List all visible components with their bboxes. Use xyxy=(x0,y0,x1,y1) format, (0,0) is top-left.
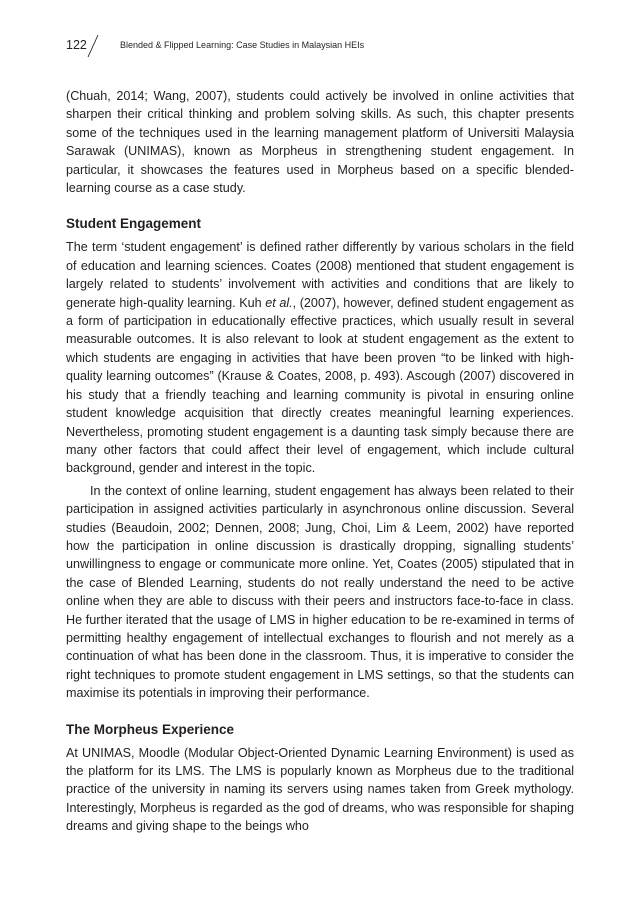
paragraph-text: , (2007), however, defined student engagement as a form of participation in educationally effective practices, which usually result in several measurable outcomes. It is also relevant to look at student engagement as the extent to which students are engaging in activities that have been proven “to be linked with high-quality learning outcomes” (Krause & Coates, 2008, p. 493). Ascough (2007) discovered in his study that a friendly teaching and learning community is pivotal in ensuring online student knowledge acquisition that directly creates meaningful learning experiences. Nevertheless, promoting student engagement is a daunting task simply because there are many other factors that could affect their level of engagement, which include cultural background, gender and interest in the topic. xyxy=(66,295,574,476)
running-head: Blended & Flipped Learning: Case Studies in Malaysian HEIs xyxy=(120,40,365,50)
italic-et-al: et al. xyxy=(265,295,293,310)
paragraph-online-learning: In the context of online learning, student engagement has always been related to their participation in assigned activities particularly in asynchronous online discussion. Several studies (Beaudoin, 2002; Dennen, 2008; Jung, Choi, Lim & Leem, 2002) have reported how the participation in online discussion is drastically dropping, signalling students’ unwillingness to engage or communicate more online. Yet, Coates (2005) stipulated that in the case of Blended Learning, students do not really understand the need to be active online when they are able to discuss with their peers and instructors face-to-face in class. He further iterated that the usage of LMS in higher education to be re-examined in terms of permitting healthy engagement of intellectual exchanges to flourish and not merely as a continuation of what has been done in the classroom. Thus, it is imperative to consider the right techniques to promote student engagement in LMS settings, so that the students can maximise its potentials in improving their performance. xyxy=(66,483,574,701)
paragraph-morpheus: At UNIMAS, Moodle (Modular Object-Oriented Dynamic Learning Environment) is used as the platform for its LMS. The LMS is popularly known as Morpheus due to the traditional practice of the university in naming its servers using names taken from Greek mythology. Interestingly, Morpheus is regarded as the god of dreams, who was responsible for shaping dreams and giving shape to the beings who xyxy=(66,745,574,834)
body-text xyxy=(66,87,574,836)
heading-student-engagement: Student Engagement xyxy=(66,216,202,232)
page-number: 122 xyxy=(66,38,87,52)
page-header xyxy=(66,34,576,64)
paragraph-intro: (Chuah, 2014; Wang, 2007), students could actively be involved in online activities that sharpen their critical thinking and problem solving skills. As such, this chapter presents some of the techniques used in the learning management platform of Universiti Malaysia Sarawak (UNIMAS), known as Morpheus in strengthening student engagement. In particular, it showcases the features used in Morpheus based on a specific blended-learning course as a case study. xyxy=(66,89,574,196)
paragraph-engagement-definition xyxy=(66,238,574,477)
header-divider-slash xyxy=(86,34,100,58)
paragraph-text: The term ‘student engagement’ is defined rather differently by various scholars in the field of education and learning sciences. Coates (2008) mentioned that student engagement is largely related to students’ involvement with activities and conditions that are likely to generate high-quality learning. Kuh xyxy=(66,240,574,310)
heading-morpheus-experience: The Morpheus Experience xyxy=(66,721,235,737)
